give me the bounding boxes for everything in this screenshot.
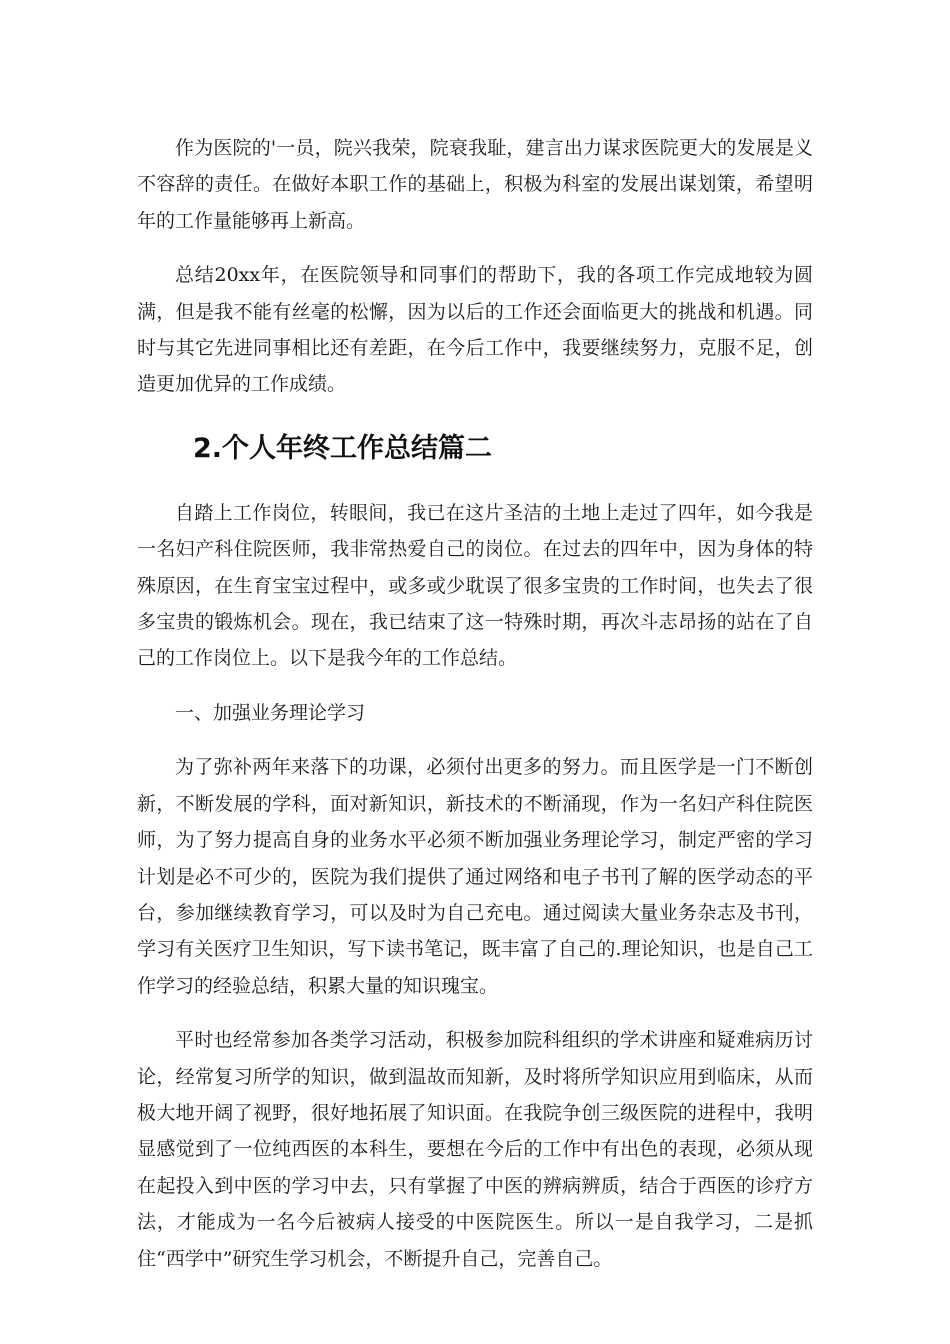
section-heading: 2.个人年终工作总结篇二 bbox=[193, 432, 493, 464]
paragraph-year-summary: 总结20xx年，在医院领导和同事们的帮助下，我的各项工作完成地较为圆满，但是我不能有丝毫的松懈，因为以后的工作还会面临更大的挑战和机遇。同时与其它先进同事相比还有差距，在今后工作中，我要继续努力，克服不足，创造更加优异的工作成绩。 bbox=[137, 264, 813, 396]
paragraph-hospital-duty: 作为医院的'一员，院兴我荣，院衰我耻，建言出力谋求医院更大的发展是义不容辞的责任。在做好本职工作的基础上，积极为科室的发展出谋划策，希望明年的工作量能够再上新高。 bbox=[137, 137, 813, 232]
paragraph-study-plan: 为了弥补两年来落下的功课，必须付出更多的努力。而且医学是一门不断创新，不断发展的学科，面对新知识，新技术的不断涌现，作为一名妇产科住院医师，为了努力提高自身的业务水平必须不断加强业务理论学习，制定严密的学习计划是必不可少的，医院为我们提供了通过网络和电子书刊了解的医学动态的平台，参加继续教育学习，可以及时为自己充电。通过阅读大量业务杂志及书刊，学习有关医疗卫生知识，写下读书笔记，既丰富了自己的.理论知识，也是自己工作学习的经验总结，积累大量的知识瑰宝。 bbox=[137, 756, 813, 997]
paragraph-learning-activities: 平时也经常参加各类学习活动，积极参加院科组织的学术讲座和疑难病历讨论，经常复习所学的知识，做到温故而知新，及时将所学知识应用到临床，从而极大地开阔了视野，很好地拓展了知识面。在我院争创三级医院的进程中，我明显感觉到了一位纯西医的本科生，要想在今后的工作中有出色的表现，必须从现在起投入到中医的学习中去，只有掌握了中医的辨病辨质，结合于西医的诊疗方法，才能成为一名今后被病人接受的中医院医生。所以一是自我学习，二是抓住“西学中”研究生学习机会，不断提升自己，完善自己。 bbox=[137, 1029, 813, 1270]
document-body bbox=[137, 130, 813, 1277]
paragraph-intro: 自踏上工作岗位，转眼间，我已在这片圣洁的土地上走过了四年，如今我是一名妇产科住院医师，我非常热爱自己的岗位。在过去的四年中，因为身体的特殊原因，在生育宝宝过程中，或多或少耽误了很多宝贵的工作时间，也失去了很多宝贵的锻炼机会。现在，我已结束了这一特殊时期，再次斗志昂扬的站在了自己的工作岗位上。以下是我今年的工作总结。 bbox=[137, 501, 813, 670]
subheading-theory-study: 一、加强业务理论学习 bbox=[175, 701, 366, 724]
